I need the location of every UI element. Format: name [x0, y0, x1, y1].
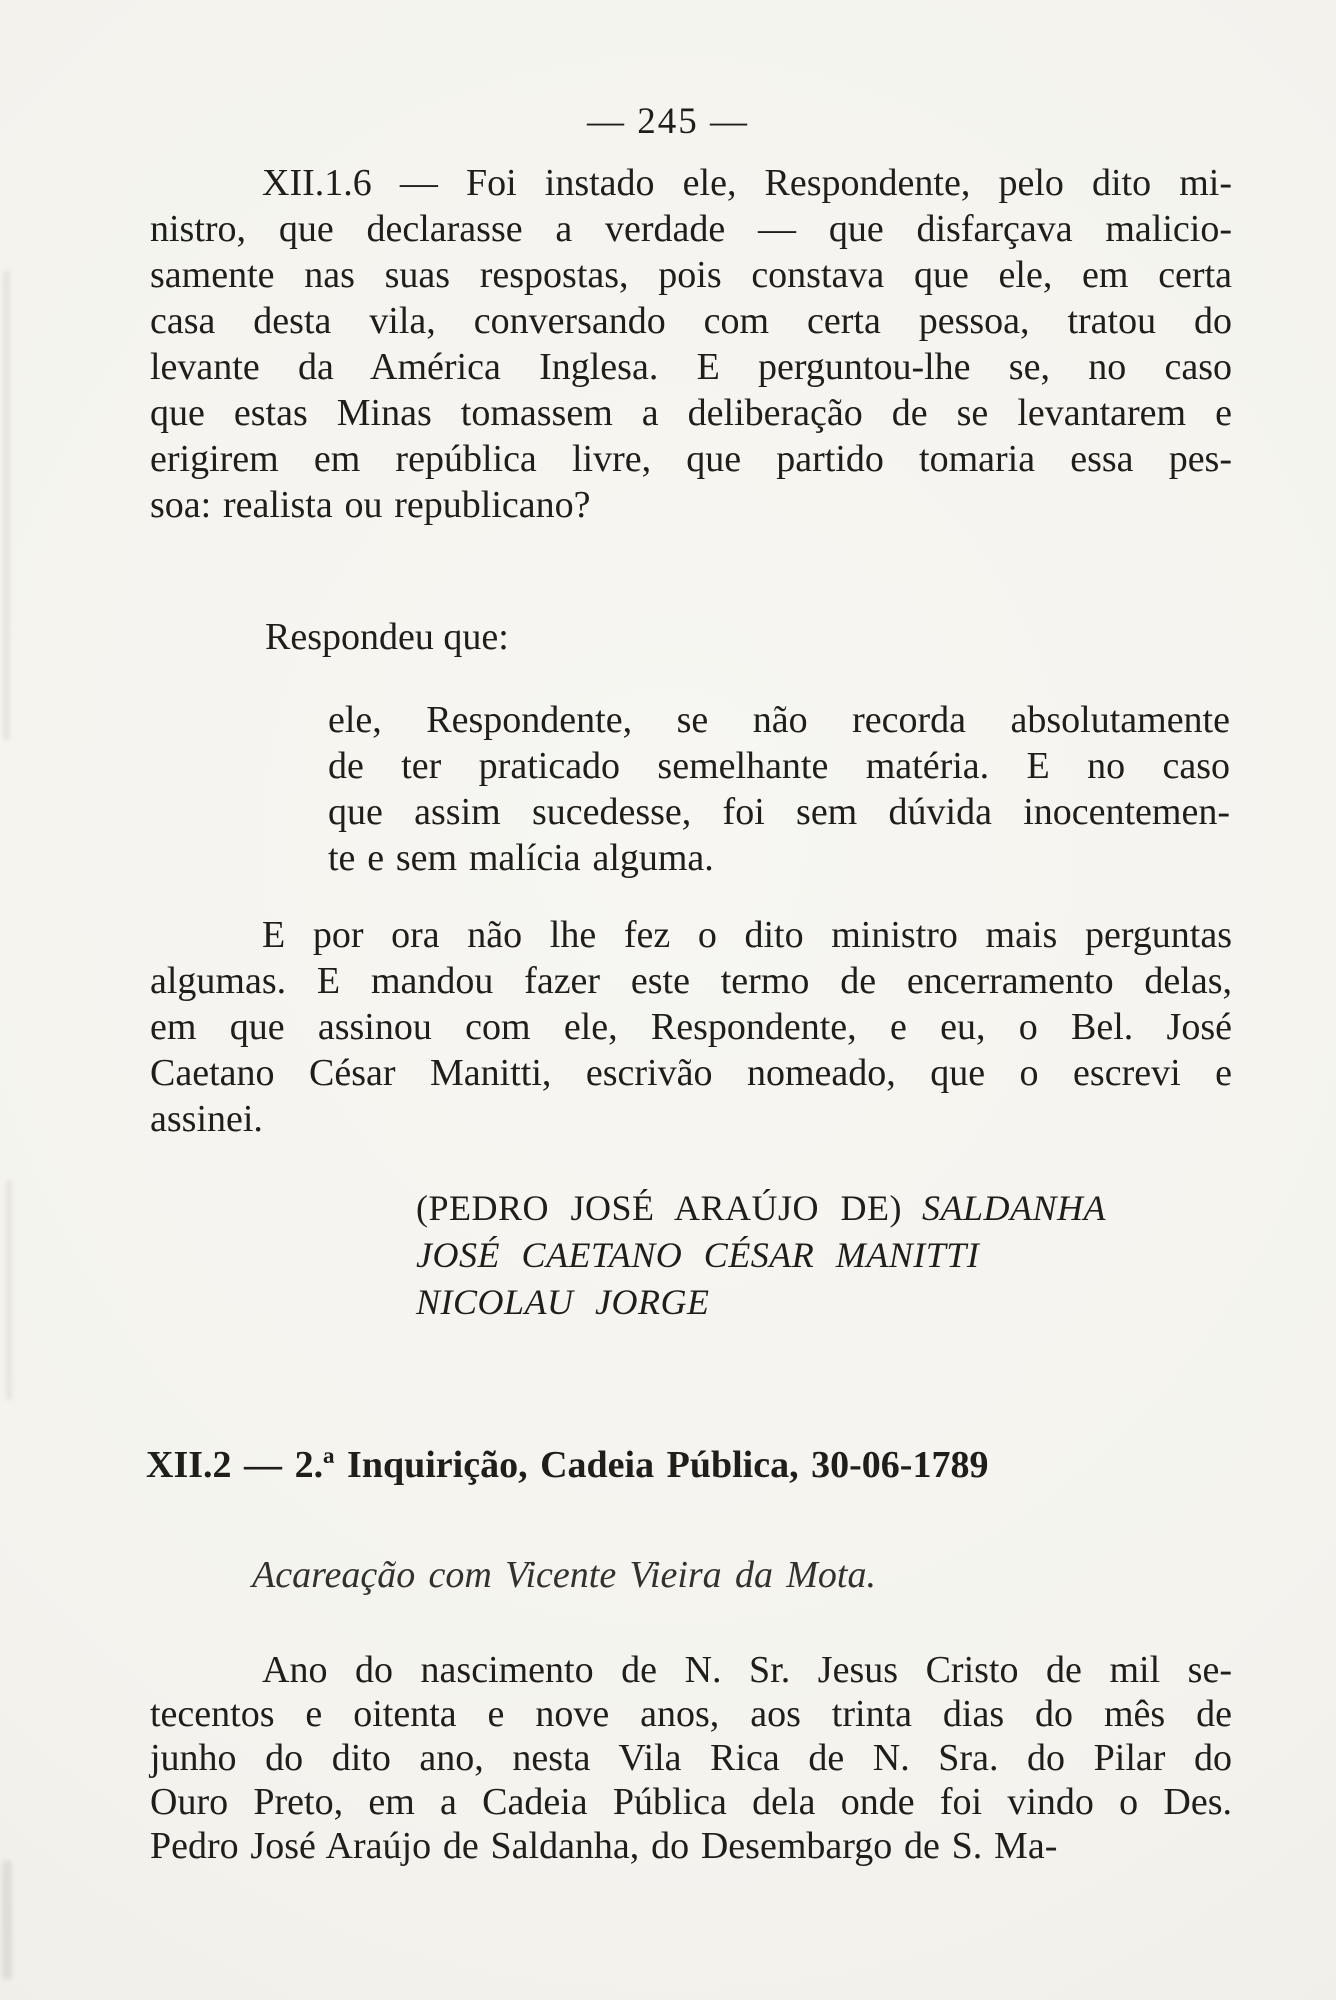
text-line: E por ora não lhe fez o dito ministro mais perguntas: [262, 914, 1232, 956]
respondeu-label: Respondeu que:: [265, 616, 509, 658]
scan-smudge: [6, 1180, 12, 1400]
scan-smudge: [2, 1860, 12, 1980]
text-line: nistro, que declarasse a verdade — que disfarçava malicio-: [150, 208, 1232, 250]
text-line: Pedro José Araújo de Saldanha, do Desembargo de S. Ma-: [150, 1825, 1058, 1867]
text-line: erigirem em república livre, que partido tomaria essa pes-: [150, 438, 1232, 480]
text-line: levante da América Inglesa. E perguntou-lhe se, no caso: [150, 346, 1232, 388]
acareacao-subheading: Acareação com Vicente Vieira da Mota.: [252, 1554, 876, 1596]
answer-block: [328, 697, 1230, 881]
text-line: algumas. E mandou fazer este termo de encerramento delas,: [150, 960, 1232, 1002]
signature-prefix: (PEDRO JOSÉ ARAÚJO DE): [416, 1188, 903, 1228]
signature-name-jorge: NICOLAU JORGE: [416, 1282, 710, 1322]
text-line: tecentos e oitenta e nove anos, aos trinta dias do mês de: [150, 1693, 1232, 1735]
page-number: — 245 —: [587, 101, 749, 142]
scan-smudge: [3, 270, 10, 740]
paragraph-xii-1-6: [150, 160, 1232, 528]
paragraph-xii-2: [150, 1648, 1232, 1868]
text-line: junho do dito ano, nesta Vila Rica de N. Sra. do Pilar do: [150, 1737, 1232, 1779]
text-line: XII.1.6 — Foi instado ele, Respondente, pelo dito mi-: [262, 162, 1232, 204]
text-line: que estas Minas tomassem a deliberação de se levantarem e: [150, 392, 1232, 434]
text-line: Ouro Preto, em a Cadeia Pública dela onde foi vindo o Des.: [150, 1781, 1232, 1823]
text-line: assinei.: [150, 1098, 263, 1140]
text-line: samente nas suas respostas, pois constava que ele, em certa: [150, 254, 1232, 296]
text-line: ele, Respondente, se não recorda absolutamente: [328, 699, 1230, 741]
text-line: em que assinou com ele, Respondente, e eu, o Bel. José: [150, 1006, 1232, 1048]
signature-name-saldanha: SALDANHA: [922, 1188, 1107, 1228]
text-line: Ano do nascimento de N. Sr. Jesus Cristo de mil se-: [262, 1649, 1232, 1691]
signature-block: [416, 1185, 1106, 1326]
text-line: que assim sucedesse, foi sem dúvida inocentemen-: [328, 791, 1230, 833]
section-heading-xii-2: XII.2 — 2.ª Inquirição, Cadeia Pública, 30-06-1789: [146, 1444, 989, 1486]
signature-line-saldanha: [416, 1185, 1106, 1232]
text-line: te e sem malícia alguma.: [328, 837, 714, 879]
text-line: de ter praticado semelhante matéria. E no caso: [328, 745, 1230, 787]
text-line: casa desta vila, conversando com certa pessoa, tratou do: [150, 300, 1232, 342]
text-line: Caetano César Manitti, escrivão nomeado, que o escrevi e: [150, 1052, 1232, 1094]
text-line: soa: realista ou republicano?: [150, 484, 591, 526]
closing-paragraph: [150, 912, 1232, 1142]
signature-name-manitti: JOSÉ CAETANO CÉSAR MANITTI: [416, 1235, 980, 1275]
